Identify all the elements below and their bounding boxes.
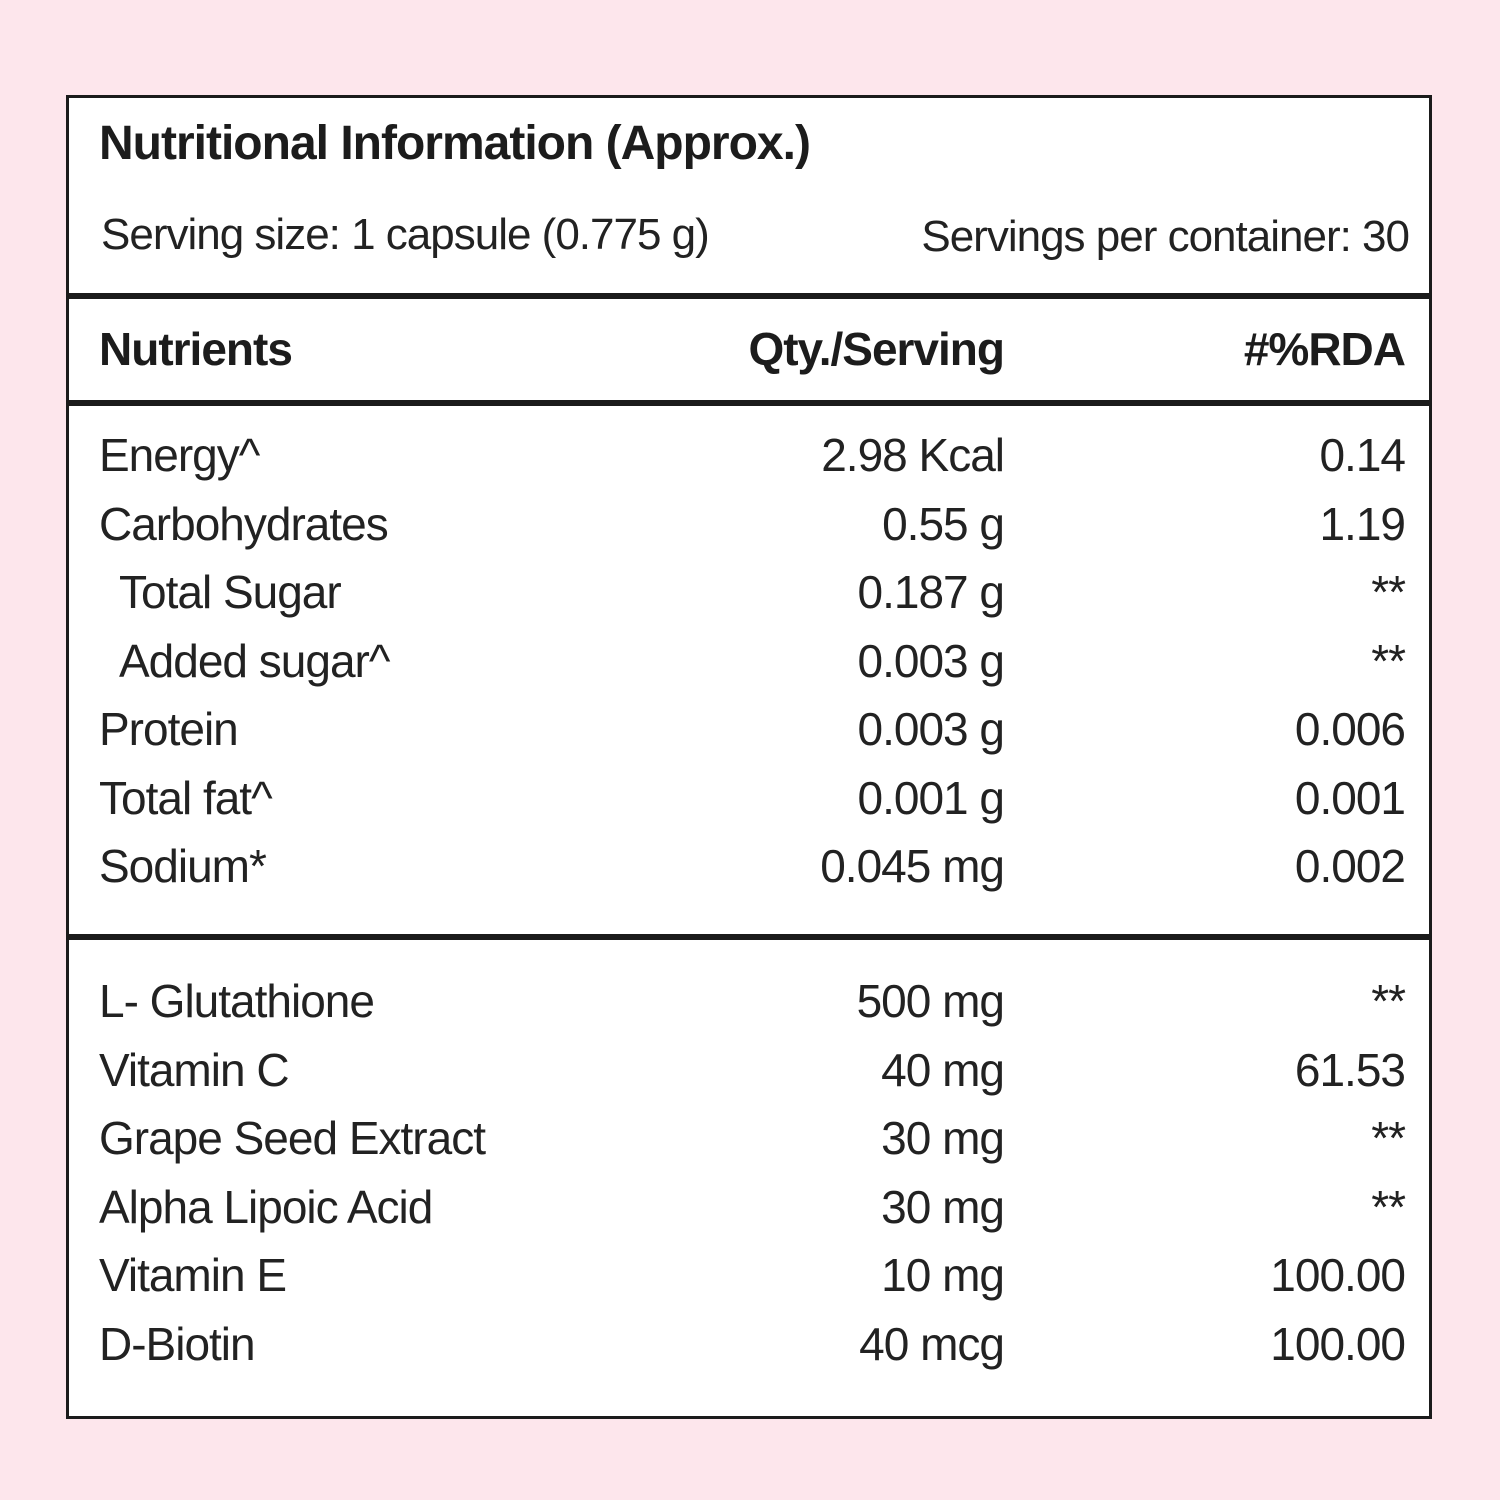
table-row	[69, 1248, 1429, 1317]
active-qty: 10 mg	[881, 1249, 1004, 1301]
nutrient-qty: 0.55 g	[882, 497, 1004, 550]
nutrient-name: Total fat^	[99, 771, 272, 824]
active-name: Grape Seed Extract	[99, 1112, 485, 1164]
active-name: D-Biotin	[99, 1317, 255, 1370]
table-row	[69, 974, 1429, 1043]
table-row	[69, 771, 1429, 840]
nutrient-name: Protein	[99, 703, 238, 755]
table-row	[69, 1043, 1429, 1112]
table-row	[69, 497, 1429, 566]
active-qty: 30 mg	[881, 1180, 1004, 1233]
column-header-qty: Qty./Serving	[748, 323, 1004, 375]
divider-actives	[69, 934, 1429, 940]
active-rda: 61.53	[1294, 1043, 1405, 1096]
nutrient-rda: 0.001	[1294, 771, 1405, 824]
table-row	[69, 565, 1429, 634]
nutrient-name: Carbohydrates	[99, 497, 388, 550]
active-rda: **	[1371, 1112, 1405, 1164]
nutrient-rda: **	[1371, 634, 1405, 687]
nutrient-name: Energy^	[99, 429, 260, 481]
divider-columns	[69, 400, 1429, 406]
label-title: Nutritional Information (Approx.)	[99, 117, 810, 170]
active-rda: 100.00	[1270, 1317, 1405, 1370]
divider-header	[69, 293, 1429, 299]
active-rda: **	[1371, 1180, 1405, 1233]
table-row	[69, 634, 1429, 703]
nutrient-name: Total Sugar	[119, 566, 341, 618]
active-name: Vitamin E	[99, 1249, 287, 1301]
table-row	[69, 839, 1429, 908]
table-row	[69, 702, 1429, 771]
nutrient-qty: 2.98 Kcal	[821, 429, 1004, 481]
active-qty: 40 mg	[881, 1043, 1004, 1096]
nutrient-qty: 0.003 g	[857, 703, 1004, 755]
table-row	[69, 1180, 1429, 1249]
column-header-rda: #%RDA	[1243, 323, 1405, 375]
active-qty: 30 mg	[881, 1112, 1004, 1164]
nutrient-rda: 0.14	[1319, 429, 1405, 481]
nutrient-qty: 0.045 mg	[820, 840, 1004, 892]
nutrient-name: Added sugar^	[119, 634, 390, 687]
nutrient-qty: 0.187 g	[857, 566, 1004, 618]
active-qty: 40 mcg	[859, 1317, 1004, 1370]
servings-per-container: Servings per container: 30	[921, 212, 1409, 261]
nutrient-qty: 0.001 g	[857, 771, 1004, 824]
nutrient-rda: 1.19	[1319, 497, 1405, 550]
active-name: Alpha Lipoic Acid	[99, 1180, 433, 1233]
active-rda: 100.00	[1270, 1249, 1405, 1301]
nutrient-rda: **	[1371, 566, 1405, 618]
active-rda: **	[1371, 975, 1405, 1027]
nutrient-rda: 0.006	[1294, 703, 1405, 755]
active-name: Vitamin C	[99, 1043, 289, 1096]
nutrients-list	[69, 428, 1429, 908]
column-header-nutrients: Nutrients	[99, 323, 292, 375]
nutrition-label-panel	[66, 95, 1432, 1419]
nutrient-qty: 0.003 g	[857, 634, 1004, 687]
serving-size: Serving size: 1 capsule (0.775 g)	[101, 210, 709, 259]
actives-list	[69, 974, 1429, 1385]
table-row	[69, 1111, 1429, 1180]
active-name: L- Glutathione	[99, 975, 374, 1027]
table-row	[69, 428, 1429, 497]
table-row	[69, 1317, 1429, 1386]
active-qty: 500 mg	[856, 975, 1004, 1027]
nutrient-name: Sodium*	[99, 840, 266, 892]
nutrient-rda: 0.002	[1294, 840, 1405, 892]
